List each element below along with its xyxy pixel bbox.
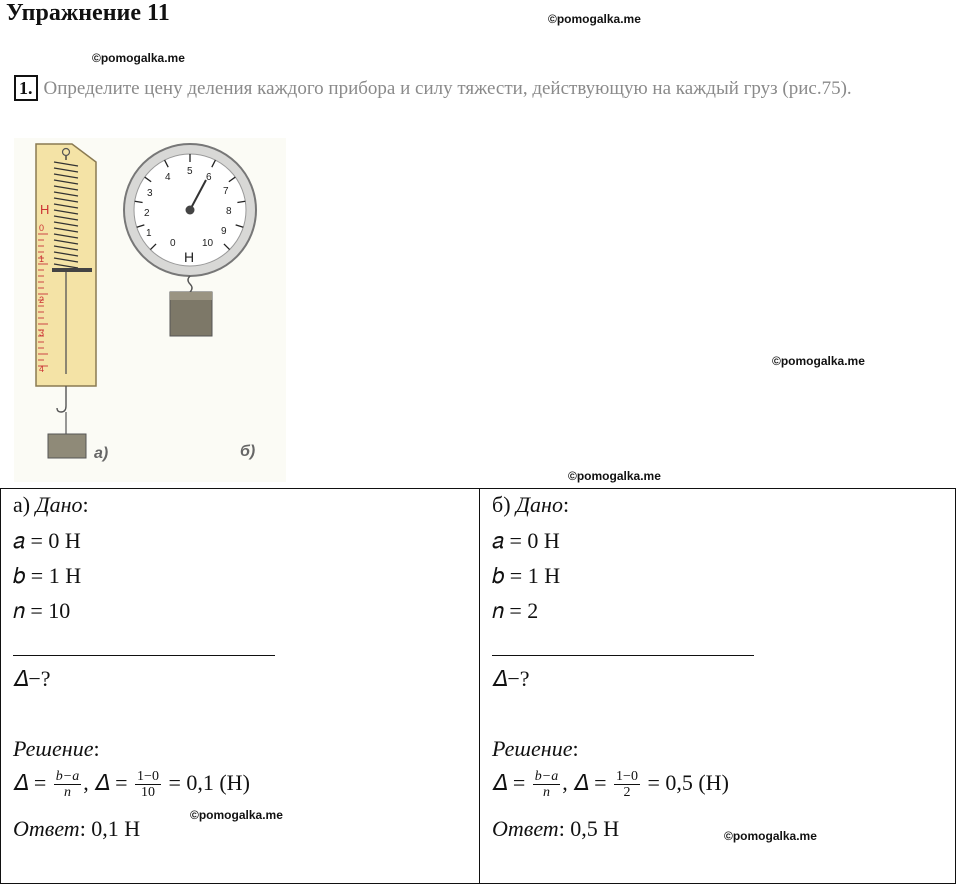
watermark: ©pomogalka.me — [724, 829, 817, 843]
svg-text:2: 2 — [39, 295, 45, 305]
svg-text:10: 10 — [202, 238, 214, 249]
formula-line: 𝛥 = $\frac{b-a}{n}$ , 𝛥 = $\frac{1-0}{2}$ = 0,5 (Н) — [492, 769, 729, 801]
calc-fraction: $\frac{1-0}{2}$ — [616, 769, 638, 801]
dial-hook — [188, 276, 192, 292]
given-a: 𝑎 = 0 Н — [492, 528, 560, 553]
formula-fraction: $\frac{b-a}{n}$ — [534, 769, 559, 801]
task-text: Определите цену деления каждого прибора и силу тяжести, действующую на каждый груз (рис.75). — [43, 78, 852, 99]
svg-text:1: 1 — [146, 228, 152, 239]
svg-text:0: 0 — [170, 238, 176, 249]
watermark: ©pomogalka.me — [548, 12, 641, 26]
answer-line: Ответ: 0,1 Н — [13, 816, 141, 841]
weight-a — [48, 434, 86, 458]
label-a: а) — [94, 445, 109, 462]
given-n: 𝑛 = 2 — [492, 598, 539, 623]
formula-fraction: $\frac{b-a}{n}$ — [55, 769, 80, 801]
svg-text:3: 3 — [39, 328, 45, 338]
given-heading: б) Дано: — [492, 492, 570, 517]
svg-text:2: 2 — [144, 208, 150, 219]
svg-text:1: 1 — [39, 254, 45, 264]
watermark: ©pomogalka.me — [568, 469, 661, 483]
find-line: 𝛥−? — [13, 666, 51, 691]
svg-text:9: 9 — [221, 226, 227, 237]
spring-unit-label: Н — [40, 202, 50, 217]
svg-text:6: 6 — [206, 172, 212, 183]
given-heading: а) Дано: — [13, 492, 89, 517]
given-a: 𝑎 = 0 Н — [13, 528, 81, 553]
exercise-title: Упражнение 11 — [6, 0, 170, 26]
formula-line: 𝛥 = $\frac{b-a}{n}$ , 𝛥 = $\frac{1-0}{10}$ = 0,1 (Н) — [13, 769, 250, 801]
pointer-plate — [52, 268, 92, 272]
given-n: 𝑛 = 10 — [13, 598, 71, 623]
given-b: 𝑏 = 1 Н — [13, 563, 82, 588]
answer-line: Ответ: 0,5 Н — [492, 816, 620, 841]
solution-table — [0, 488, 956, 884]
spring-hook — [57, 386, 66, 412]
solution-column-a — [1, 489, 480, 883]
dynamometers-illustration — [14, 138, 286, 482]
calc-fraction: $\frac{1-0}{10}$ — [137, 769, 159, 801]
solution-column-b — [480, 489, 955, 883]
svg-text:4: 4 — [165, 172, 171, 183]
task-number: 1. — [14, 75, 38, 101]
svg-text:0: 0 — [39, 223, 45, 233]
solution-heading: Решение: — [492, 736, 579, 761]
dial-unit-label: Н — [184, 249, 195, 265]
watermark: ©pomogalka.me — [772, 354, 865, 368]
figure-dynamometers — [14, 138, 286, 482]
svg-text:4: 4 — [39, 364, 45, 374]
svg-text:5: 5 — [187, 166, 193, 177]
dial-hub — [186, 206, 195, 215]
divider-line — [492, 655, 754, 656]
label-b: б) — [240, 443, 256, 460]
svg-text:3: 3 — [147, 188, 153, 199]
divider-line — [13, 655, 275, 656]
svg-text:7: 7 — [223, 186, 229, 197]
solution-heading: Решение: — [13, 736, 100, 761]
watermark: ©pomogalka.me — [190, 808, 283, 822]
given-b: 𝑏 = 1 Н — [492, 563, 561, 588]
find-line: 𝛥−? — [492, 666, 530, 691]
watermark: ©pomogalka.me — [92, 51, 185, 65]
svg-text:8: 8 — [226, 206, 232, 217]
task-statement — [14, 74, 934, 104]
